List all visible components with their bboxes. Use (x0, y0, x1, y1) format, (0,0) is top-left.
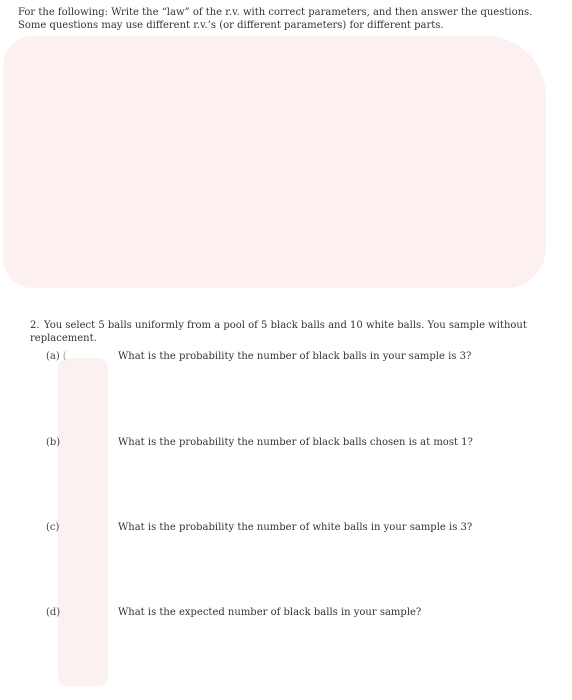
partial-mark: ( (62, 351, 67, 362)
part-d-question: What is the expected number of black balls in your sample? (118, 607, 422, 618)
redacted-answer-strip (58, 358, 108, 686)
part-a-label: (a) ( (46, 351, 67, 362)
problem-number: 2. (30, 320, 40, 331)
part-d-label: (d) (46, 607, 61, 618)
part-c-label: (c) (46, 522, 60, 533)
part-b-question: What is the probability the number of black balls chosen is at most 1? (118, 437, 473, 448)
redacted-area (3, 36, 546, 288)
problem-text: You select 5 balls uniformly from a pool of 5 black balls and 10 white balls. You sample without replacement. (30, 320, 527, 344)
problem-statement (30, 320, 545, 345)
part-c-question: What is the probability the number of white balls in your sample is 3? (118, 522, 473, 533)
part-b-label: (b) (46, 437, 61, 448)
instructions-text: For the following: Write the “law” of the r.v. with correct parameters, and then answer the questions. Some questions may use different r.v.’s (or different parameters) for different parts. (18, 7, 533, 31)
part-a-question: What is the probability the number of black balls in your sample is 3? (118, 351, 472, 362)
